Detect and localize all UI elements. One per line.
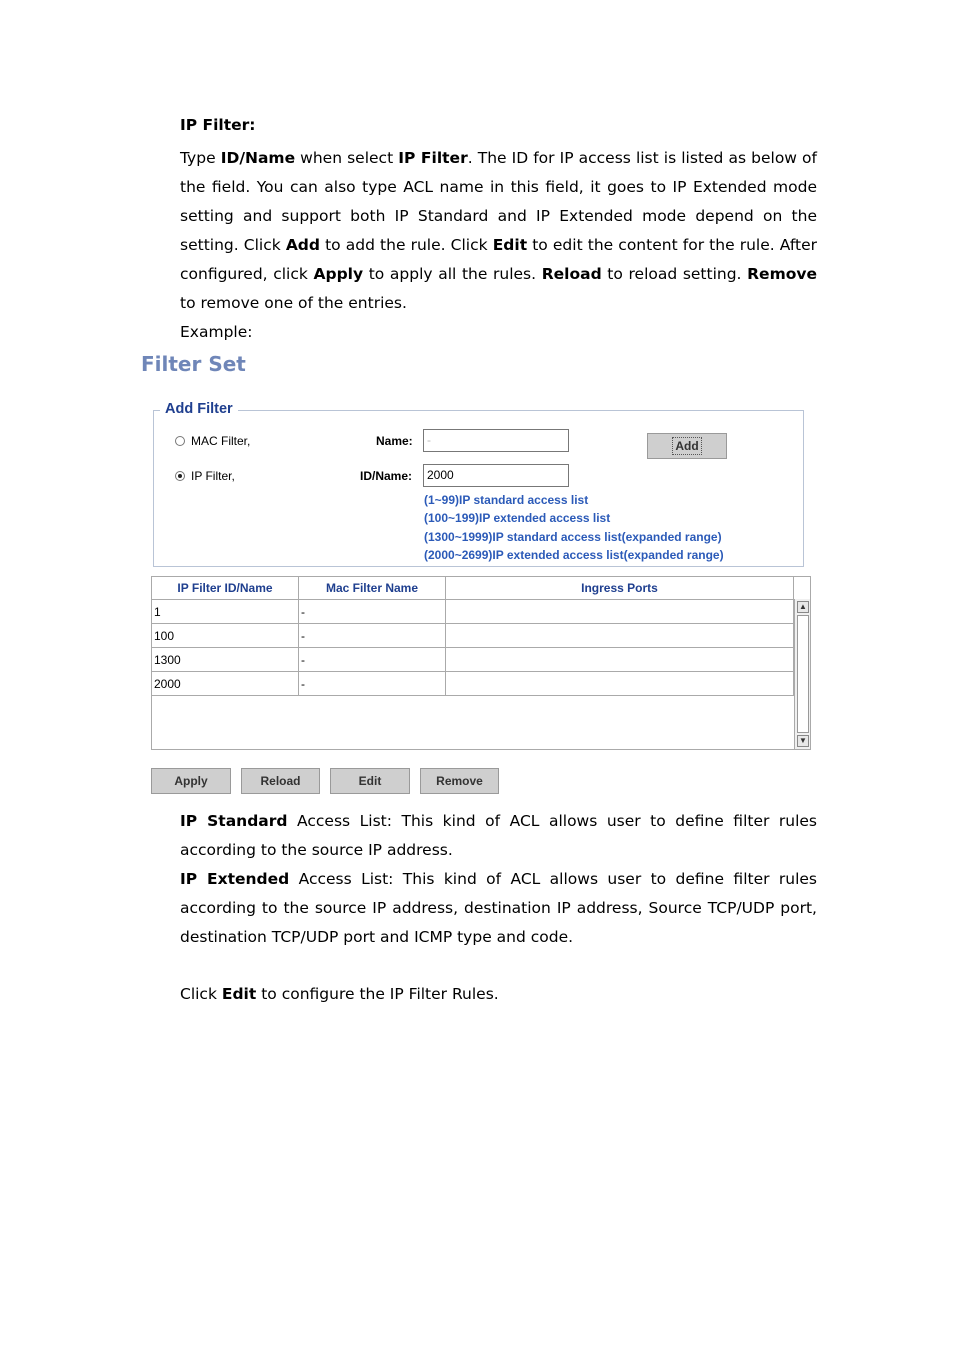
scroll-up-icon[interactable]: ▲ xyxy=(797,601,809,613)
mac-filter-label: MAC Filter, xyxy=(191,434,251,448)
add-button[interactable] xyxy=(647,433,727,459)
table-row[interactable] xyxy=(152,624,794,648)
apply-button[interactable]: Apply xyxy=(151,768,231,794)
ip-extended-paragraph: IP Extended Access List: This kind of ACL allows user to define filter rules according to the source IP address, destination IP address, Source TCP/UDP port, destination TCP/UDP port and ICMP type and code. xyxy=(180,870,817,946)
cell-ip-filter: 2000 xyxy=(152,672,299,696)
scroll-down-icon[interactable]: ▼ xyxy=(797,735,809,747)
hint-standard-expanded: (1300~1999)IP standard access list(expanded range) xyxy=(424,530,722,544)
cell-mac-filter: - xyxy=(299,672,446,696)
remove-button[interactable]: Remove xyxy=(420,768,499,794)
hint-standard: (1~99)IP standard access list xyxy=(424,493,589,507)
intro-paragraph: Type ID/Name when select IP Filter. The ID for IP access list is listed as below of the field. You can also type ACL name in this field, it goes to IP Extended mode setting and support both IP Standard and IP Extended mode depend on the setting. Click Add to add the rule. Click Edit to edit the content for the rule. After configured, click Apply to apply all the rules. Reload to reload setting. Remove to remove one of the entries. Example: xyxy=(180,144,817,347)
scroll-track[interactable] xyxy=(797,615,809,733)
example-label: Example: xyxy=(180,323,253,341)
cell-mac-filter: - xyxy=(299,600,446,624)
col-ip-filter: IP Filter ID/Name xyxy=(152,577,299,600)
cell-ip-filter: 1300 xyxy=(152,648,299,672)
ip-standard-paragraph: IP Standard Access List: This kind of ACL allows user to define filter rules according to the source IP address. xyxy=(180,812,818,859)
cell-ingress-ports xyxy=(446,624,794,648)
cell-ip-filter: 100 xyxy=(152,624,299,648)
col-ingress-ports: Ingress Ports xyxy=(446,577,794,600)
mac-filter-option[interactable] xyxy=(175,434,250,448)
table-scrollbar[interactable] xyxy=(794,599,810,749)
cell-mac-filter: - xyxy=(299,624,446,648)
table-header-row xyxy=(152,577,794,600)
hint-extended: (100~199)IP extended access list xyxy=(424,511,611,525)
filter-table xyxy=(151,576,811,750)
add-button-label: Add xyxy=(672,437,701,455)
table-row[interactable] xyxy=(152,600,794,624)
col-mac-filter: Mac Filter Name xyxy=(299,577,446,600)
ip-filter-label: IP Filter, xyxy=(191,469,235,483)
filter-set-title: Filter Set xyxy=(141,352,246,376)
table-row[interactable] xyxy=(152,648,794,672)
cell-ingress-ports xyxy=(446,672,794,696)
hint-extended-expanded: (2000~2699)IP extended access list(expanded range) xyxy=(424,548,724,562)
edit-instruction: Click Edit to configure the IP Filter Rules. xyxy=(180,985,499,1003)
name-input[interactable]: - xyxy=(423,429,569,452)
table-row[interactable] xyxy=(152,672,794,696)
ip-filter-radio[interactable] xyxy=(175,471,185,481)
cell-ingress-ports xyxy=(446,648,794,672)
section-title: IP Filter: xyxy=(180,116,256,134)
outro-text xyxy=(180,807,817,1009)
ip-filter-option[interactable] xyxy=(175,469,235,483)
id-name-label: ID/Name: xyxy=(360,469,413,483)
cell-mac-filter: - xyxy=(299,648,446,672)
id-name-input[interactable]: 2000 xyxy=(423,464,569,487)
edit-button[interactable]: Edit xyxy=(330,768,410,794)
reload-button[interactable]: Reload xyxy=(241,768,320,794)
add-filter-legend: Add Filter xyxy=(160,401,238,417)
cell-ingress-ports xyxy=(446,600,794,624)
name-label: Name: xyxy=(376,434,413,448)
cell-ip-filter: 1 xyxy=(152,600,299,624)
mac-filter-radio[interactable] xyxy=(175,436,185,446)
